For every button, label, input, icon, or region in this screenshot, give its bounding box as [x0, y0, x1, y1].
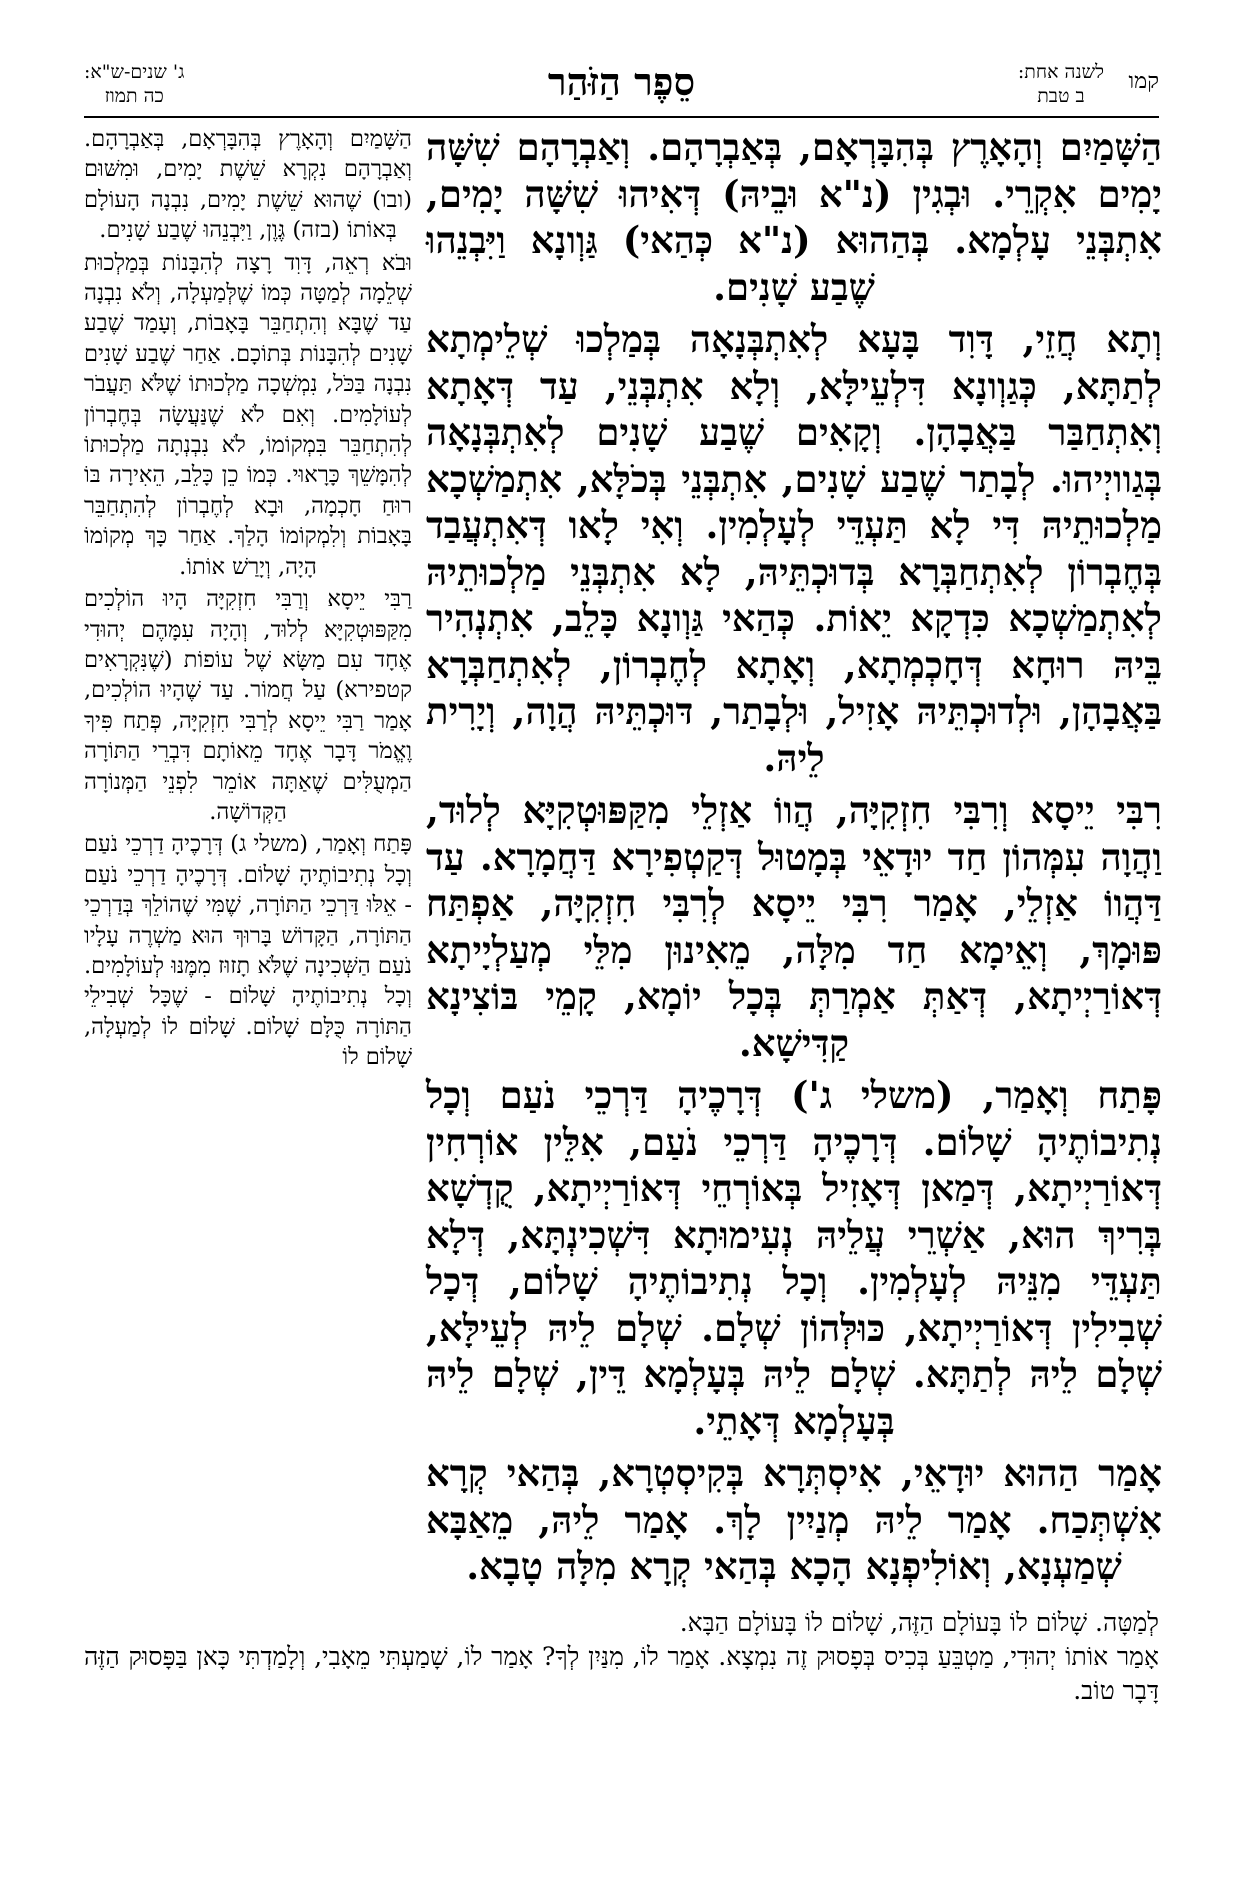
translation-continuation [84, 1606, 1159, 1708]
main-paragraph: אָמַר הַהוּא יוּדָאֵי, אִיסְתְּרָא בְּקִיסְטְרָא, בְּהַאי קְרָא אִשְׁתְּכַח. אָמַר לֵיהּ מְנַיִין לָךְ. אָמַר לֵיהּ, מֵאַבָּא שְׁמַעְנָא, וְאוֹלִיפְנָא הָכָא בְּהַאי קְרָא מִלָּה טָבָא. [426, 1451, 1162, 1588]
header-right-line1: לשנה אחת: [1017, 61, 1104, 83]
aramaic-main-column [426, 124, 1162, 1604]
main-paragraph: פָּתַח וְאָמַר, (משלי ג') דְּרָכֶיהָ דַּרְכֵי נֹעַם וְכָל נְתִיבוֹתֶיהָ שָׁלוֹם. דְּרָכֶיהָ דַּרְכֵי נֹעַם, אִלֵּין אוֹרְחִין דְּאוֹרַיְיתָא, דְּמַאן דְּאָזִיל בְּאוֹרְחֵי דְּאוֹרַיְיתָא, קֻדְשָׁא בְּרִיךְ הוּא, אַשְׁרֵי עֲלֵיהּ נְעִימוּתָא דִּשְׁכִינְתָּא, דְּלָא תַּעְדֵּי מִנֵּיהּ לְעָלְמִין. וְכָל נְתִיבוֹתֶיהָ שָׁלוֹם, דְּכָל שְׁבִילִין דְּאוֹרַיְיתָא, כּוּלְּהוֹן שְׁלָם. שְׁלָם לֵיהּ לְעֵילָּא, שְׁלָם לֵיהּ לְתַתָּא. שְׁלָם לֵיהּ בְּעָלְמָא דֵּין, שְׁלָם לֵיהּ בְּעָלְמָא דְּאָתֵי. [426, 1073, 1162, 1443]
footer-paragraph: אָמַר אוֹתוֹ יְהוּדִי, מַטְבֵּעַ בְּכִיס בְּפָסוּק זֶה נִמְצָא. אָמַר לוֹ, מִנַּיִן לְךָ? אָמַר לוֹ, שָׁמַעְתִּי מֵאָבִי, וְלָמַדְתִּי כָּאן בַּפָּסוּק הַזֶּה דָּבָר טוֹב. [84, 1642, 1159, 1705]
header-left-line1: ג' שנים-ש"א: [84, 61, 185, 83]
footer-line: לְמַטָּה. שָׁלוֹם לוֹ בָּעוֹלָם הַזֶּה, שָׁלוֹם לוֹ בָּעוֹלָם הַבָּא. [679, 1608, 1159, 1637]
side-paragraph: וּבֹא רְאֵה, דָּוִד רָצָה לְהִבָּנוֹת בְּמַלְכוּת שְׁלֵמָה לְמַטָּה כְּמוֹ שֶׁלְּמַעְלָה, וְלֹא נִבְנָה עַד שֶׁבָּא וְהִתְחַבֵּר בָּאָבוֹת, וְעָמַד שֶׁבַע שָׁנִים לְהִבָּנוֹת בְּתוֹכָם. אַחַר שֶׁבַע שָׁנִים נִבְנָה בַּכֹּל, נִמְשְׁכָה מַלְכוּתוֹ שֶׁלֹּא תַּעֲבֹר לְעוֹלָמִים. וְאִם לֹא שֶׁנַּעֲשָׂה בְּחֶבְרוֹן לְהִתְחַבֵּר בִּמְקוֹמוֹ, לֹא נִבְנְתָה מַלְכוּתוֹ לְהִמָּשֵׁךְ כָּרָאוּי. כְּמוֹ כֵן כָּלֵב, הֵאִירָה בּוֹ רוּחַ חָכְמָה, וּבָא לְחֶבְרוֹן לְהִתְחַבֵּר בָּאָבוֹת וְלִמְקוֹמוֹ הָלַךְ. אַחַר כָּךְ מְקוֹמוֹ הָיָה, וְיָרַשׁ אוֹתוֹ. [84, 249, 412, 580]
header-right-dates [1018, 60, 1104, 108]
header-right-line2: ב טבת [1037, 85, 1085, 107]
side-paragraph: פָּתַח וְאָמַר, (משלי ג) דְּרָכֶיהָ דַרְכֵי נֹעַם וְכָל נְתִיבוֹתֶיהָ שָׁלוֹם. דְּרָכֶיהָ דַרְכֵי נֹעַם - אֵלּוּ דַּרְכֵי הַתּוֹרָה, שֶׁמִּי שֶׁהוֹלֵךְ בְּדַרְכֵי הַתּוֹרָה, הַקָּדוֹשׁ בָּרוּךְ הוּא מַשְׁרֶה עָלָיו נֹעַם הַשְּׁכִינָה שֶׁלֹּא תָזוּז מִמֶּנּוּ לְעוֹלָמִים. וְכָל נְתִיבוֹתֶיהָ שָׁלוֹם - שֶׁכָּל שְׁבִילֵי הַתּוֹרָה כֻּלָּם שָׁלוֹם. שָׁלוֹם לוֹ לְמַעְלָה, שָׁלוֹם לוֹ [84, 831, 412, 1071]
header-divider [84, 116, 1159, 118]
page-number: קמו [1128, 69, 1159, 94]
book-title: סֵפֶר הַזֹּהַר [547, 59, 696, 104]
side-paragraph: הַשָּׁמַיִם וְהָאָרֶץ בְּהִבָּרְאָם, בְּאַבְרָהָם. וְאַבְרָהָם נִקְרָא שֵׁשֶׁת יָמִים, וּמִשּׁוּם (ובו) שֶׁהוּא שֵׁשֶׁת יָמִים, נִבְנָה הָעוֹלָם בְּאוֹתוֹ (בזה) גֶּוֶן, וַיִּבְנֵהוּ שֶׁבַע שָׁנִים. [84, 126, 412, 244]
main-paragraph: וְתָא חֲזֵי, דָּוִד בָּעָא לְאִתְבְּנָאָה בְּמַלְכוּ שְׁלֵימְתָא לְתַתָּא, כְּגַוְונָא דִּלְעֵילָּא, וְלָא אִתְבְּנֵי, עַד דְּאָתָא וְאִתְחַבַּר בַּאֲבָהָן. וְקָאִים שֶׁבַע שָׁנִים לְאִתְבְּנָאָה בְּגַוויְיהוּ. לְבָתַר שֶׁבַע שָׁנִים, אִתְבְּנֵי בְּכֹלָּא, אִתְמַשְׁכָא מַלְכוּתֵיהּ דִּי לָא תַּעְדֵּי לְעָלְמִין. וְאִי לָאו דְּאִתְעֲבַד בְּחֶבְרוֹן לְאִתְחַבְּרָא בְּדוּכְתֵּיהּ, לָא אִתְבְּנֵי מַלְכוּתֵיהּ לְאִתְמַשְׁכָא כִּדְקָא יֵאוֹת. כְּהַאי גַּוְונָא כָּלֵב, אִתְנְהִיר בֵּיהּ רוּחָא דְּחָכְמְתָא, וְאָתָא לְחֶבְרוֹן, לְאִתְחַבְּרָא בַּאֲבָהָן, וּלְדוּכְתֵּיהּ אָזִיל, וּלְבָתַר, דּוּכְתֵּיהּ הֲוָה, וְיָרִית לֵיהּ. [426, 317, 1162, 780]
hebrew-translation-column [84, 124, 412, 1604]
side-paragraph: רַבִּי יֵיסָא וְרַבִּי חִזְקִיָּה הָיוּ הוֹלְכִים מִקַּפּוּטְקִיָּא לְלוּד, וְהָיָה עִמָּהֶם יְהוּדִי אֶחָד עִם מַשָּׂא שֶׁל עוֹפוֹת (שֶׁנִּקְרָאִים קטפירא) עַל חֲמוֹר. עַד שֶׁהָיוּ הוֹלְכִים, אָמַר רַבִּי יֵיסָא לְרַבִּי חִזְקִיָּה, פְּתַח פִּיךָ וֶאֱמֹר דָּבָר אֶחָד מֵאוֹתָם דִּבְרֵי הַתּוֹרָה הַמְעֻלִּים שֶׁאַתָּה אוֹמֵר לִפְנֵי הַמְּנוֹרָה הַקְּדוֹשָׁה. [84, 586, 412, 825]
main-paragraph: רִבִּי יֵיסָא וְרִבִּי חִזְקִיָּה, הֲווֹ אַזְלֵי מִקַּפּוּטְקִיָּא לְלוּד, וַהֲוָה עִמְּהוֹן חַד יוּדָאֵי בְּמָטוּל דְּקַטְפִירָא דַּחֲמָרָא. עַד דַּהֲווֹ אַזְלֵי, אָמַר רִבִּי יֵיסָא לְרִבִּי חִזְקִיָּה, אַפְתַּח פּוּמָךְ, וְאֵימָא חַד מִלָּה, מֵאִינוּן מִלֵּי מְעַלְיָיתָא דְּאוֹרַיְיתָא, דְּאַתְּ אַמְרַתְּ בְּכָל יוֹמָא, קָמֵי בּוֹצִינָא קַדִּישָׁא. [426, 788, 1162, 1065]
main-paragraph: הַשָּׁמַיִם וְהָאָרֶץ בְּהִבָּרְאָם, בְּאַבְרָהָם. וְאַבְרָהָם שִׁשָּׁה יָמִים אִקְרֵי. וּבְגִין (נ"א וּבֵיהּ) דְּאִיהוּ שִׁשָּׁה יָמִים, אִתְבְּנֵי עָלְמָא. בְּהַהוּא (נ"א כְּהַאי) גַּוְונָא וַיִּבְנֵהוּ שֶׁבַע שָׁנִים. [426, 125, 1162, 309]
header-left-line2: כה תמוז [104, 85, 164, 107]
page-header [84, 60, 1159, 114]
